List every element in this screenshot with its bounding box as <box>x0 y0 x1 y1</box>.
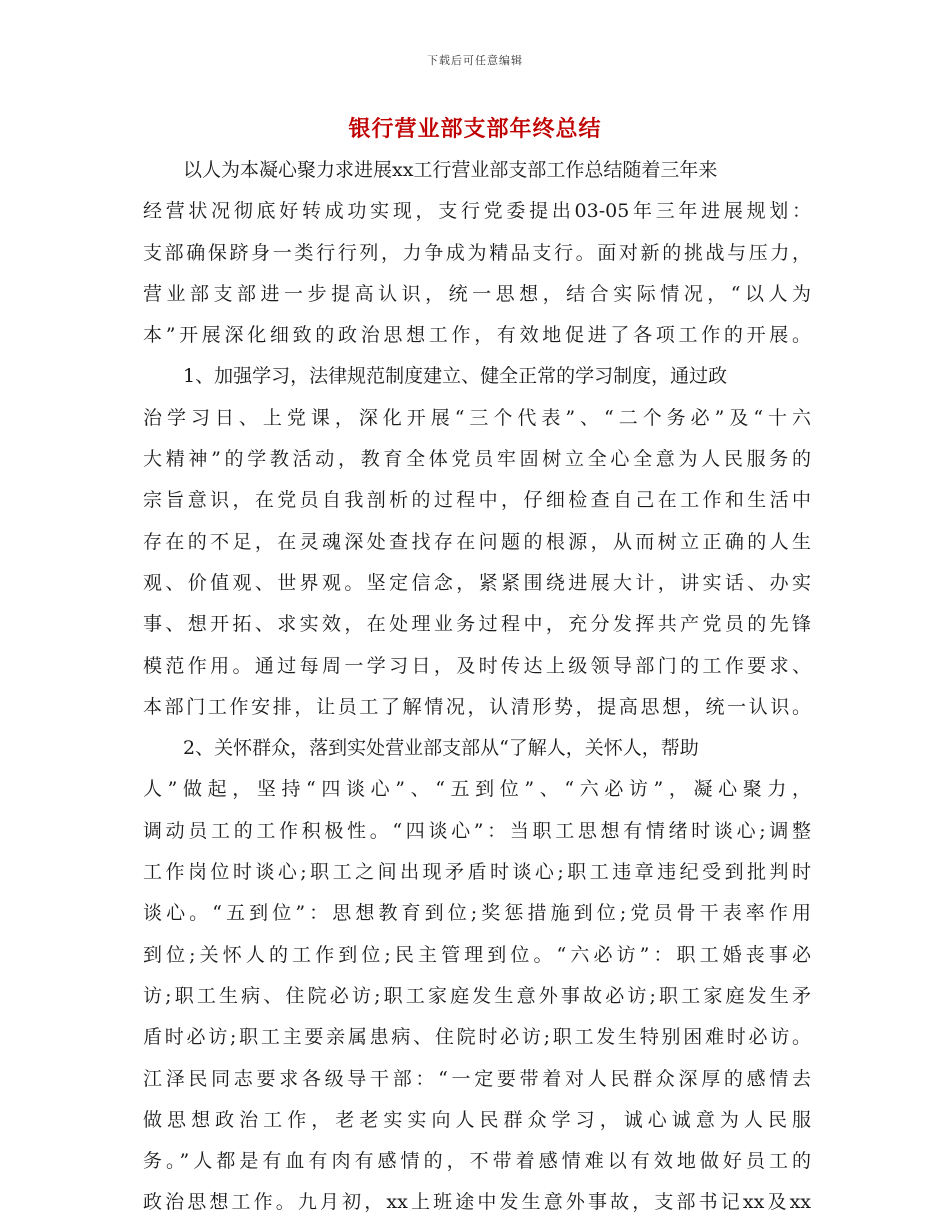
document-body <box>143 150 811 1224</box>
paragraph-line: 本”开展深化细致的政治思想工作，有效地促进了各项工作的开展。 <box>143 324 811 347</box>
header-note: 下载后可任意编辑 <box>427 54 523 67</box>
paragraph-line: 务。”人都是有血有肉有感情的，不带着感情难以有效地做好员工的 <box>143 1150 811 1173</box>
paragraph-line: 存在的不足，在灵魂深处查找存在问题的根源，从而树立正确的人生 <box>143 530 811 553</box>
paragraph-line: 营业部支部进一步提高认识，统一思想，结合实际情况，“以人为 <box>143 282 811 305</box>
paragraph-line: 治学习日、上党课，深化开展“三个代表”、“二个务必”及“十六 <box>143 406 811 429</box>
paragraph-line: 2、关怀群众，落到实处营业部支部从“了解人，关怀人，帮助 <box>183 737 699 760</box>
paragraph-line: 政治思想工作。九月初，xx上班途中发生意外事故，支部书记xx及xx <box>143 1191 811 1214</box>
paragraph-line: 本部门工作安排，让员工了解情况，认清形势，提高思想，统一认识。 <box>143 695 811 718</box>
paragraph-line: 1、加强学习，法律规范制度建立、健全正常的学习制度，通过政 <box>183 365 728 388</box>
paragraph-line: 大精神”的学教活动，教育全体党员牢固树立全心全意为人民服务的 <box>143 448 811 471</box>
paragraph-line: 宗旨意识，在党员自我剖析的过程中，仔细检查自己在工作和生活中 <box>143 489 811 512</box>
paragraph-line: 调动员工的工作积极性。“四谈心”：当职工思想有情绪时谈心;调整 <box>143 819 811 842</box>
paragraph-line: 以人为本凝心聚力求进展xx工行营业部支部工作总结随着三年来 <box>183 159 718 181</box>
paragraph-line: 访;职工生病、住院必访;职工家庭发生意外事故必访;职工家庭发生矛 <box>143 984 811 1007</box>
paragraph-line: 工作岗位时谈心;职工之间出现矛盾时谈心;职工违章违纪受到批判时 <box>143 861 811 884</box>
paragraph-line: 支部确保跻身一类行行列，力争成为精品支行。面对新的挑战与压力， <box>143 241 811 264</box>
paragraph-line: 事、想开拓、求实效，在处理业务过程中，充分发挥共产党员的先锋 <box>143 613 811 636</box>
paragraph-line: 江泽民同志要求各级导干部：“一定要带着对人民群众深厚的感情去 <box>143 1067 811 1090</box>
document-title: 银行营业部支部年终总结 <box>348 116 602 142</box>
paragraph-line: 经营状况彻底好转成功实现，支行党委提出03-05年三年进展规划： <box>143 200 811 223</box>
paragraph-line: 谈心。“五到位”：思想教育到位;奖惩措施到位;党员骨干表率作用 <box>143 902 811 925</box>
paragraph-line: 人”做起，坚持“四谈心”、“五到位”、“六必访”，凝心聚力， <box>143 778 811 801</box>
paragraph-line: 做思想政治工作，老老实实向人民群众学习，诚心诚意为人民服 <box>143 1108 811 1131</box>
paragraph-line: 模范作用。通过每周一学习日，及时传达上级领导部门的工作要求、 <box>143 654 811 677</box>
paragraph-line: 到位;关怀人的工作到位;民主管理到位。“六必访”：职工婚丧事必 <box>143 943 811 966</box>
paragraph-line: 盾时必访;职工主要亲属患病、住院时必访;职工发生特别困难时必访。 <box>143 1026 811 1049</box>
paragraph-line: 观、价值观、世界观。坚定信念，紧紧围绕进展大计，讲实话、办实 <box>143 571 811 594</box>
